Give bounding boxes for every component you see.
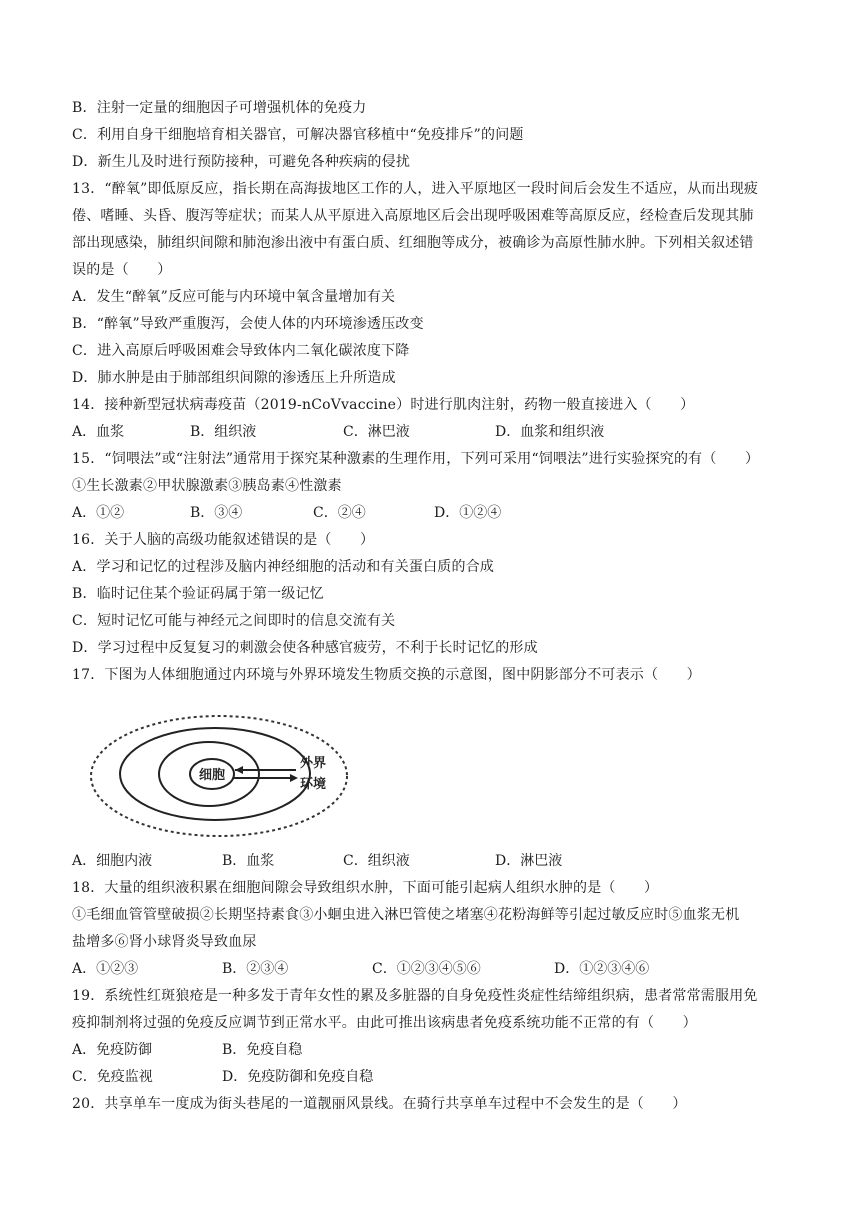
q18-items-line-1: ①毛细血管管壁破损②长期坚持素食③小蛔虫进入淋巴管使之堵塞④花粉海鲜等引起过敏反应时⑤血浆无机	[72, 907, 740, 923]
q17-diagram	[88, 712, 350, 840]
q19-option-d: D．免疫防御和免疫自稳	[222, 1069, 374, 1085]
q18-option-d: D．①②③④⑥	[554, 961, 650, 977]
arrow-out-head	[290, 774, 298, 782]
q18-items-line-2: 盐增多⑥肾小球肾炎导致血尿	[72, 934, 257, 950]
q15-items: ①生长激素②甲状腺激素③胰岛素④性激素	[72, 478, 342, 494]
q18-stem: 18．大量的组织液积累在细胞间隙会导致组织水肿，下面可能引起病人组织水肿的是（ ）	[72, 880, 659, 896]
q15-option-a: A．①②	[72, 505, 125, 521]
q14-option-a: A．血浆	[72, 424, 125, 440]
q13-option-d: D．肺水肿是由于肺部组织间隙的渗透压上升所造成	[72, 370, 396, 386]
q15-stem: 15．“饲喂法”或“注射法”通常用于探究某种激素的生理作用，下列可采用“饲喂法”进行实验探究的有（ ）	[72, 451, 760, 467]
q13-stem-line-1: 13．“醉氧”即低原反应，指长期在高海拔地区工作的人，进入平原地区一段时间后会发生不适应，从而出现疲	[72, 181, 759, 197]
q15-option-d: D．①②④	[434, 505, 502, 521]
q14-option-c: C．淋巴液	[343, 424, 410, 440]
q17-option-d: D．淋巴液	[495, 853, 563, 869]
q13-option-a: A．发生“醉氧”反应可能与内环境中氧含量增加有关	[72, 289, 396, 305]
q17-option-b: B．血浆	[222, 853, 275, 869]
q13-stem-line-4: 误的是（ ）	[72, 262, 172, 278]
q19-stem-line-2: 疫抑制剂将过强的免疫反应调节到正常水平。由此可推出该病患者免疫系统功能不正常的有（ ）	[72, 1015, 697, 1031]
q14-option-b: B．组织液	[190, 424, 257, 440]
q14-option-d: D．血浆和组织液	[495, 424, 605, 440]
q16-stem: 16．关于人脑的高级功能叙述错误的是（ ）	[72, 532, 375, 548]
arrow-in-head	[235, 766, 243, 774]
q12-option-b: B．注射一定量的细胞因子可增强机体的免疫力	[72, 100, 367, 116]
outside-label-line-1: 外界	[300, 756, 327, 771]
q16-option-a: A．学习和记忆的过程涉及脑内神经细胞的活动和有关蛋白质的合成	[72, 559, 495, 575]
q19-option-b: B．免疫自稳	[222, 1042, 303, 1058]
q17-option-a: A．细胞内液	[72, 853, 153, 869]
outside-label-line-2: 环境	[300, 777, 327, 792]
q19-stem-line-1: 19．系统性红斑狼疮是一种多发于青年女性的累及多脏器的自身免疫性炎症性结缔组织病，患者常常需服用免	[72, 988, 758, 1004]
q16-option-c: C．短时记忆可能与神经元之间即时的信息交流有关	[72, 613, 396, 629]
q12-option-c: C．利用自身干细胞培育相关器官，可解决器官移植中“免疫排斥”的问题	[72, 127, 524, 143]
q18-option-a: A．①②③	[72, 961, 139, 977]
q13-stem-line-3: 部出现感染，肺组织间隙和肺泡渗出液中有蛋白质、红细胞等成分，被确诊为高原性肺水肿。下列相关叙述错	[72, 235, 754, 251]
q14-stem: 14．接种新型冠状病毒疫苗（2019-nCoVvaccine）时进行肌肉注射，药物一般直接进入（ ）	[72, 397, 695, 413]
q13-option-b: B．“醉氧”导致严重腹泻，会使人体的内环境渗透压改变	[72, 316, 424, 332]
q12-option-d: D．新生儿及时进行预防接种，可避免各种疾病的侵扰	[72, 154, 411, 170]
cell-label: 细胞	[198, 768, 226, 783]
q13-option-c: C．进入高原后呼吸困难会导致体内二氧化碳浓度下降	[72, 343, 410, 359]
q18-option-c: C．①②③④⑤⑥	[372, 961, 481, 977]
q17-stem: 17．下图为人体细胞通过内环境与外界环境发生物质交换的示意图，图中阴影部分不可表示（ ）	[72, 667, 701, 683]
q18-option-b: B．②③④	[222, 961, 289, 977]
q13-stem-line-2: 倦、嗜睡、头昏、腹泻等症状；而某人从平原进入高原地区后会出现呼吸困难等高原反应，经检查后发现其肺	[72, 208, 754, 224]
q16-option-b: B．临时记住某个验证码属于第一级记忆	[72, 586, 324, 602]
q19-option-a: A．免疫防御	[72, 1042, 153, 1058]
q16-option-d: D．学习过程中反复复习的刺激会使各种感官疲劳，不利于长时记忆的形成	[72, 640, 538, 656]
q20-stem: 20．共享单车一度成为街头巷尾的一道靓丽风景线。在骑行共享单车过程中不会发生的是（ ）	[72, 1096, 687, 1112]
q17-option-c: C．组织液	[343, 853, 410, 869]
q15-option-c: C．②④	[313, 505, 366, 521]
q15-option-b: B．③④	[190, 505, 243, 521]
q19-option-c: C．免疫监视	[72, 1069, 153, 1085]
